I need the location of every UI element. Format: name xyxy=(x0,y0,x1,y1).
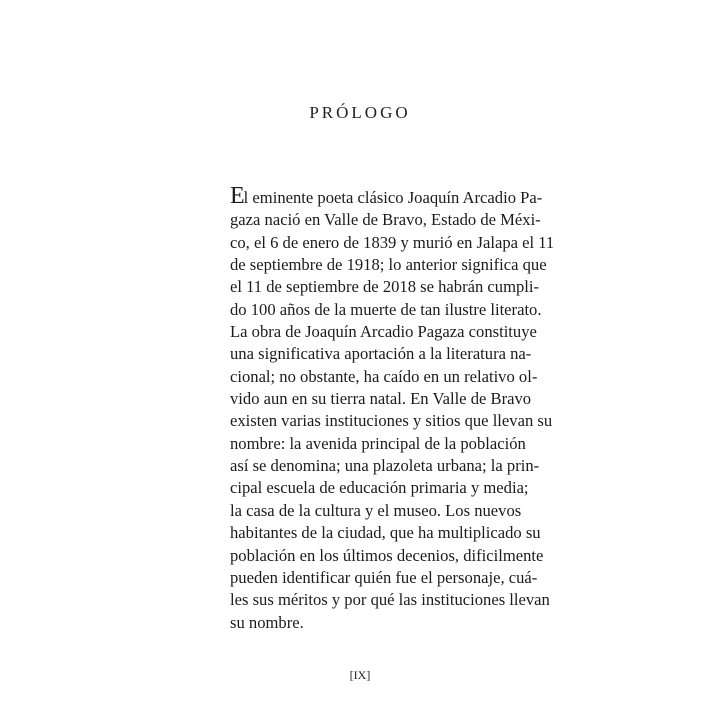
text-line: La obra de Joaquín Arcadio Pagaza constituye xyxy=(230,322,537,342)
body-paragraph xyxy=(230,183,555,634)
text-line: el 11 de septiembre de 2018 se habrán cumpli- xyxy=(230,277,540,297)
text-line: vido aun en su tierra natal. En Valle de Bravo xyxy=(230,389,532,409)
text-line: así se denomina; una plazoleta urbana; la prin- xyxy=(230,456,540,476)
text-line: población en los últimos decenios, dificilmente xyxy=(230,545,544,565)
text-line xyxy=(230,183,543,209)
chapter-title: PRÓLOGO xyxy=(309,103,411,122)
text-line: pueden identificar quién fue el personaje, cuá- xyxy=(230,567,538,587)
text-line: co, el 6 de enero de 1839 y murió en Jalapa el 11 xyxy=(230,232,555,252)
drop-cap: E xyxy=(230,183,244,209)
text-line: nombre: la avenida principal de la población xyxy=(230,433,526,453)
text-line: cipal escuela de educación primaria y media; xyxy=(230,478,529,498)
page-number: [IX] xyxy=(349,668,371,682)
text-line: su nombre. xyxy=(230,612,304,632)
text-line: cional; no obstante, ha caído en un relativo ol- xyxy=(230,366,538,386)
text-line: les sus méritos y por qué las instituciones llevan xyxy=(230,590,550,610)
text-line: gaza nació en Valle de Bravo, Estado de Méxi- xyxy=(230,210,541,230)
text-line: la casa de la cultura y el museo. Los nuevos xyxy=(230,500,522,520)
text-line-content: l eminente poeta clásico Joaquín Arcadio Pa- xyxy=(243,188,543,207)
text-line: existen varias instituciones y sitios que llevan su xyxy=(230,411,553,431)
text-line: de septiembre de 1918; lo anterior significa que xyxy=(230,255,547,275)
text-line: do 100 años de la muerte de tan ilustre literato. xyxy=(230,299,542,319)
text-line: habitantes de la ciudad, que ha multiplicado su xyxy=(230,523,541,543)
text-line: una significativa aportación a la literatura na- xyxy=(230,344,532,364)
